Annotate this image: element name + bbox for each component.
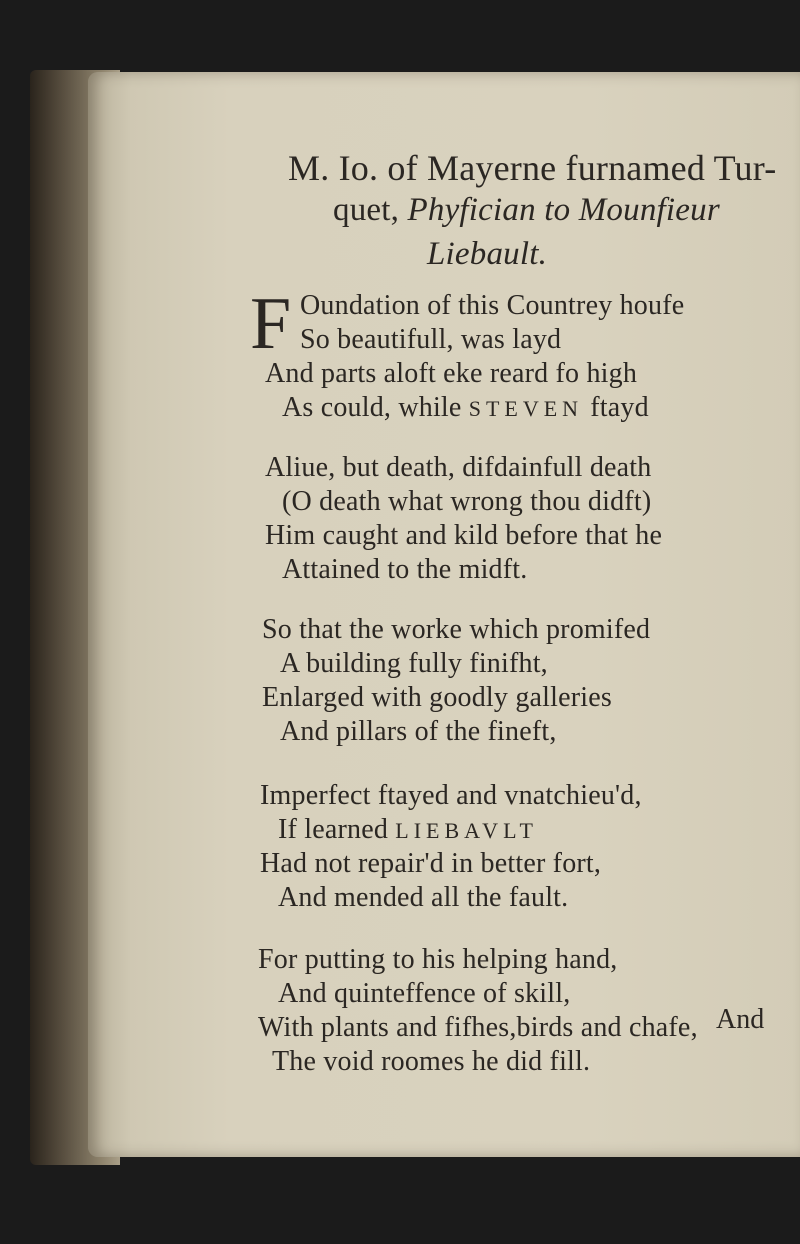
stanza4-line-2-a: If learned <box>278 814 396 845</box>
stanza5-line-4: The void roomes he did fill. <box>272 1046 591 1077</box>
stanza3-line-2: A building fully finifht, <box>280 648 548 679</box>
heading-line-3: Liebault. <box>427 236 548 272</box>
stanza3-line-3: Enlarged with goodly galleries <box>262 682 612 713</box>
stanza1-line-4-a: As could, while <box>282 392 469 423</box>
stanza1-line-2: So beautifull, was layd <box>300 324 562 355</box>
stanza5-line-1: For putting to his helping hand, <box>258 944 618 975</box>
heading-line-2-roman: quet, <box>333 192 408 228</box>
stanza5-line-2: And quinteffence of skill, <box>278 978 571 1009</box>
drop-cap: F <box>250 283 292 365</box>
stanza3-line-1: So that the worke which promifed <box>262 614 651 645</box>
stanza4-line-4: And mended all the fault. <box>278 882 569 913</box>
stanza1-line-1: Oundation of this Countrey houfe <box>300 290 685 321</box>
catchword: And <box>716 1004 765 1035</box>
stanza1-line-3: And parts aloft eke reard fo high <box>265 358 638 389</box>
heading-line-2 <box>333 194 720 226</box>
stanza1-line-4-b: ftayd <box>583 392 649 423</box>
stanza4-line-3: Had not repair'd in better fort, <box>260 848 602 879</box>
stanza2-line-4: Attained to the midft. <box>282 554 528 585</box>
stanza5-line-3: With plants and fifhes,birds and chafe, <box>258 1012 698 1043</box>
stanza2-line-1: Aliue, but death, difdainfull death <box>265 452 652 483</box>
stanza2-line-3: Him caught and kild before that he <box>265 520 663 551</box>
name-steven: STEVEN <box>468 396 584 421</box>
stanza3-line-4: And pillars of the fineft, <box>280 716 557 747</box>
heading-line-1: M. Io. of Mayerne furnamed Tur- <box>288 148 777 188</box>
stanza1-line-4 <box>282 392 649 425</box>
heading-line-2-italic: Phyfician to Mounfieur <box>407 192 720 228</box>
stanza2-line-2: (O death what wrong thou didft) <box>282 486 652 517</box>
stanza4-line-2 <box>278 814 538 847</box>
stanza4-line-1: Imperfect ftayed and vnatchieu'd, <box>260 780 642 811</box>
name-liebavlt: LIEBAVLT <box>395 818 538 843</box>
